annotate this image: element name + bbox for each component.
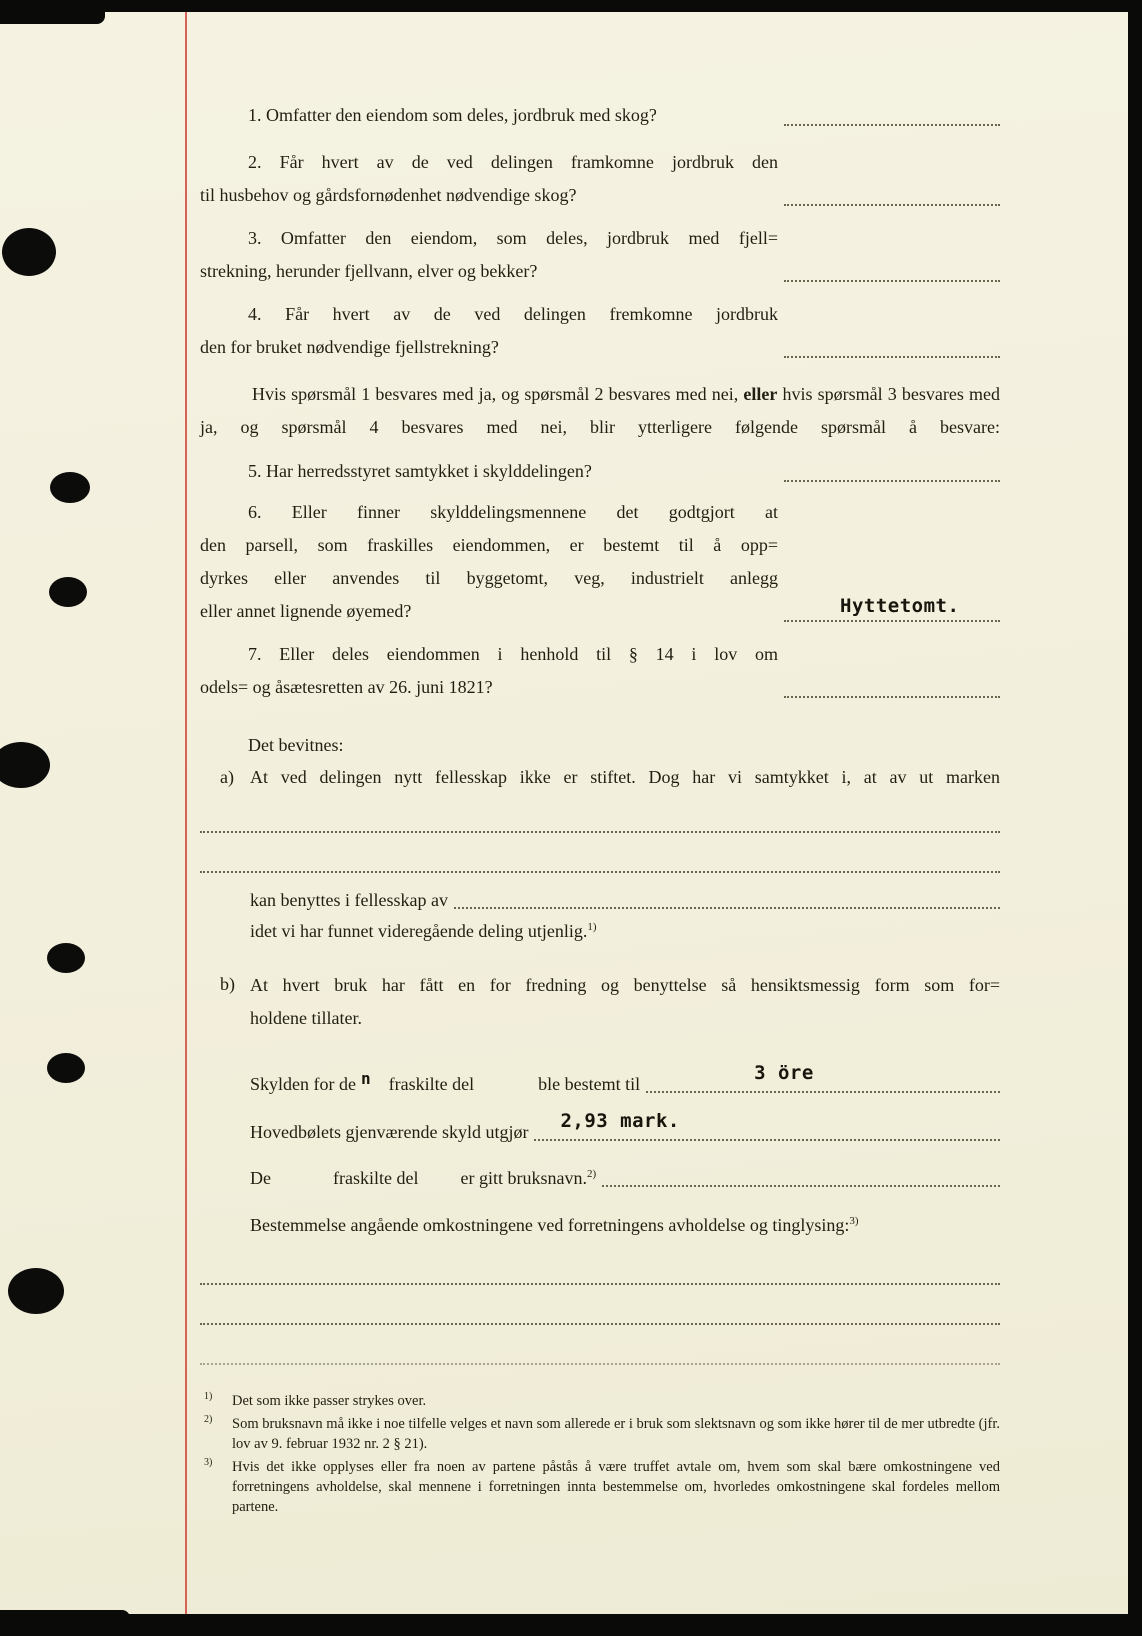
footnote-2-marker: 2) (204, 1414, 213, 1426)
bestemmelse-row (250, 1209, 1000, 1241)
attest-heading: Det bevitnes: (248, 735, 344, 755)
blank-dotted-line (200, 1245, 1000, 1285)
footnote-1 (200, 1391, 1000, 1411)
question-1-text: 1. Omfatter den eiendom som deles, jordbruk med skog? (248, 105, 657, 125)
hovedbol-answer: 2,93 mark. (560, 1110, 680, 1132)
punch-hole (47, 943, 85, 973)
bruksnavn-label-1: De (250, 1168, 271, 1188)
question-2-line-1: 2. Får hvert av de ved delingen framkomne jordbruk den (248, 152, 778, 172)
question-6-line-3: dyrkes eller anvendes til byggetomt, veg, industrielt anlegg (200, 568, 778, 588)
question-5-answer-line (784, 454, 1000, 482)
footnote-3-marker: 3) (204, 1457, 213, 1469)
punch-hole (50, 472, 90, 503)
punch-hole (47, 1053, 85, 1083)
conditional-note-part2: hvis spørsmål 3 besvares med ja, og spørsmål 4 besvares med nei, blir ytterligere følgende spørsmål å besvare: (200, 384, 1000, 437)
question-4 (200, 298, 1000, 364)
bruksnavn-label-3: er gitt bruksnavn.$^{2)}$ (460, 1168, 597, 1188)
question-6-line-1: 6. Eller finner skylddelingsmennene det godtgjort at (248, 502, 778, 522)
question-6-line-2: den parsell, som fraskilles eiendommen, er bestemt til å opp= (200, 535, 778, 555)
question-7-line-2: odels= og åsætesretten av 26. juni 1821? (200, 677, 493, 697)
footnote-1-text: Det som ikke passer strykes over. (232, 1393, 427, 1409)
scan-edge-bottom (0, 1616, 1142, 1636)
footnote-1-marker: 1) (204, 1391, 213, 1403)
footnote-3 (200, 1457, 1000, 1517)
item-b-label: b) (220, 974, 235, 994)
hovedbol-row (250, 1110, 1000, 1147)
footnote-ref-1: 1) (587, 921, 597, 933)
paper-page (0, 12, 1128, 1614)
question-5 (200, 454, 1000, 488)
blank-dotted-line (200, 833, 1000, 873)
question-4-line-2: den for bruket nødvendige fjellstrekning? (200, 337, 499, 357)
question-3 (200, 222, 1000, 288)
scan-edge-right (1128, 0, 1142, 1636)
blank-dotted-line (200, 1325, 1000, 1365)
punch-hole (8, 1268, 64, 1314)
question-3-line-2: strekning, herunder fjellvann, elver og bekker? (200, 261, 538, 281)
bruksnavn-label-2: fraskilte del (333, 1168, 419, 1188)
item-a-label: a) (220, 767, 234, 787)
attest-item-b (200, 969, 1000, 1035)
item-a-text: At ved delingen nytt fellesskap ikke er stiftet. Dog har vi samtykket i, at av ut marken (250, 767, 1000, 787)
attest-item-a (200, 762, 1000, 793)
bestemmelse-label: Bestemmelse angående omkostningene ved forretningens avholdelse og tinglysing: (250, 1215, 850, 1235)
question-3-line-1: 3. Omfatter den eiendom, som deles, jordbruk med fjell= (248, 228, 778, 248)
footnote-2-text: Som bruksnavn må ikke i noe tilfelle velges et navn som allerede er i bruk som slektsnavn og som ikke hører til de mer utbredte (jfr. lov av 9. februar 1932 nr. 2 § 21). (232, 1416, 1000, 1452)
fellesskap-answer-line (454, 881, 1000, 909)
question-7 (200, 638, 1000, 704)
hovedbol-answer-line (534, 1110, 1000, 1141)
conditional-note (200, 378, 1000, 444)
question-2-line-2: til husbehov og gårdsfornødenhet nødvendige skog? (200, 185, 577, 205)
scan-edge-top-left (0, 0, 105, 24)
item-b-line-2: holdene tillater. (250, 1008, 362, 1028)
skyld-label-3: ble bestemt til (538, 1074, 641, 1094)
conditional-note-part1: Hvis spørsmål 1 besvares med ja, og spørsmål 2 besvares med nei, (252, 384, 744, 404)
scan-edge-bottom-left (0, 1610, 130, 1636)
utjenlig-line (250, 915, 1000, 947)
blank-dotted-line (200, 793, 1000, 833)
footnote-ref-2: 2) (586, 1168, 597, 1180)
item-b-line-1: At hvert bruk har fått en for fredning og benyttelse så hensiktsmessig form som for= (250, 975, 1000, 995)
footnote-3-text: Hvis det ikke opplyses eller fra noen av partene påstås å være truffet avtale om, hvem som skal bære omkostningene ved forretningens avholdelse, skal mennene i forretningen innta bestemmelse om, hvorledes omkostningene skal fordeles mellom partene. (232, 1459, 1000, 1515)
footnote-2 (200, 1414, 1000, 1454)
footnote-ref-3: 3) (849, 1215, 859, 1227)
question-5-text: 5. Har herredsstyret samtykket i skylddelingen? (248, 461, 592, 481)
question-6 (200, 496, 1000, 628)
red-margin-rule (185, 12, 187, 1614)
skyld-answer-line (646, 1062, 1000, 1093)
utjenlig-text: idet vi har funnet videregående deling utjenlig. (250, 921, 588, 941)
question-1-answer-line (784, 98, 1000, 126)
question-3-answer-line (784, 254, 1000, 282)
question-6-answer-line (784, 594, 1000, 622)
punch-hole (2, 228, 56, 276)
bruksnavn-row (250, 1159, 1000, 1193)
skyld-label-2: fraskilte del (388, 1074, 475, 1094)
question-7-line-1: 7. Eller deles eiendommen i henhold til § 14 i lov om (248, 644, 778, 664)
skyld-answer: 3 öre (754, 1062, 814, 1084)
question-7-answer-line (784, 670, 1000, 698)
footnotes (200, 1391, 1000, 1517)
question-1 (200, 98, 1000, 132)
question-6-answer: Hyttetomt. (840, 595, 960, 617)
skyld-typed-n: n (360, 1069, 371, 1088)
scan-edge-top (0, 0, 1142, 12)
question-4-line-1: 4. Får hvert av de ved delingen fremkomne jordbruk (248, 304, 778, 324)
fellesskap-label: kan benyttes i fellesskap av (250, 890, 448, 910)
skyld-row (250, 1062, 1000, 1099)
conditional-note-bold: eller (743, 384, 778, 404)
punch-hole (49, 577, 87, 607)
fellesskap-row (250, 881, 1000, 915)
bruksnavn-answer-line (602, 1159, 1000, 1187)
question-4-answer-line (784, 330, 1000, 358)
question-6-line-4: eller annet lignende øyemed? (200, 601, 412, 621)
blank-dotted-line (200, 1285, 1000, 1325)
question-2 (200, 146, 1000, 212)
question-2-answer-line (784, 178, 1000, 206)
form-content (200, 98, 1000, 1520)
skyld-label-1: Skylden for de (250, 1074, 356, 1094)
hovedbol-label: Hovedbølets gjenværende skyld utgjør (250, 1122, 529, 1142)
